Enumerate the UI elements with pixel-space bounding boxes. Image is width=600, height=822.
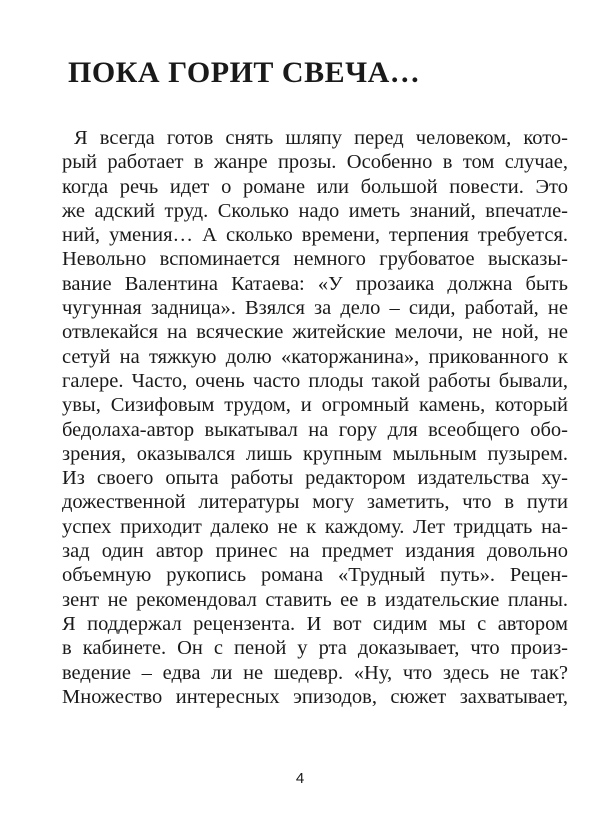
text-line: вание Валентина Катаева: «У прозаика должна быть [62,272,568,295]
text-line: когда речь идет о романе или большой повести. Это [62,175,568,198]
body-text [62,126,568,709]
text-line: чугунная задница». Взялся за дело – сиди, работай, не [62,297,568,320]
text-line: увы, Сизифовым трудом, и огромный камень, который [62,394,568,417]
text-line: ведение – едва ли не шедевр. «Ну, что здесь не так? [62,661,568,684]
text-line: галере. Часто, очень часто плоды такой работы бывали, [62,369,568,392]
text-line: же адский труд. Сколько надо иметь знаний, впечатле- [62,199,568,222]
text-line: сетуй на тяжкую долю «каторжанина», прикованного к [62,345,568,368]
text-line: Невольно вспоминается немного грубоватое высказы- [62,248,568,271]
text-line: успех приходит далеко не к каждому. Лет тридцать на- [62,515,568,538]
chapter-title: ПОКА ГОРИТ СВЕЧА… [68,56,421,89]
text-line: объемную рукопись романа «Трудный путь». Рецен- [62,564,568,587]
text-line: Из своего опыта работы редактором издательства ху- [62,467,568,490]
text-line: Я поддержал рецензента. И вот сидим мы с автором [62,612,568,635]
text-line: зент не рекомендовал ставить ее в издательские планы. [62,588,568,611]
text-line: бедолаха-автор выкатывал на гору для всеобщего обо- [62,418,568,441]
text-line: отвлекайся на всяческие житейские мелочи, не ной, не [62,321,568,344]
page-number: 4 [295,770,305,787]
text-line: дожественной литературы могу заметить, что в пути [62,491,568,514]
text-line: зад один автор принес на предмет издания довольно [62,540,568,563]
text-line: зрения, оказывался лишь крупным мыльным пузырем. [62,442,568,465]
text-line: ний, умения… А сколько времени, терпения требуется. [62,224,568,247]
text-line: Я всегда готов снять шляпу перед человеком, кото- [74,127,568,149]
text-line: в кабинете. Он с пеной у рта доказывает, что произ- [62,637,568,660]
text-line: рый работает в жанре прозы. Особенно в том случае, [62,151,568,174]
text-line: Множество интересных эпизодов, сюжет захватывает, [62,685,568,708]
